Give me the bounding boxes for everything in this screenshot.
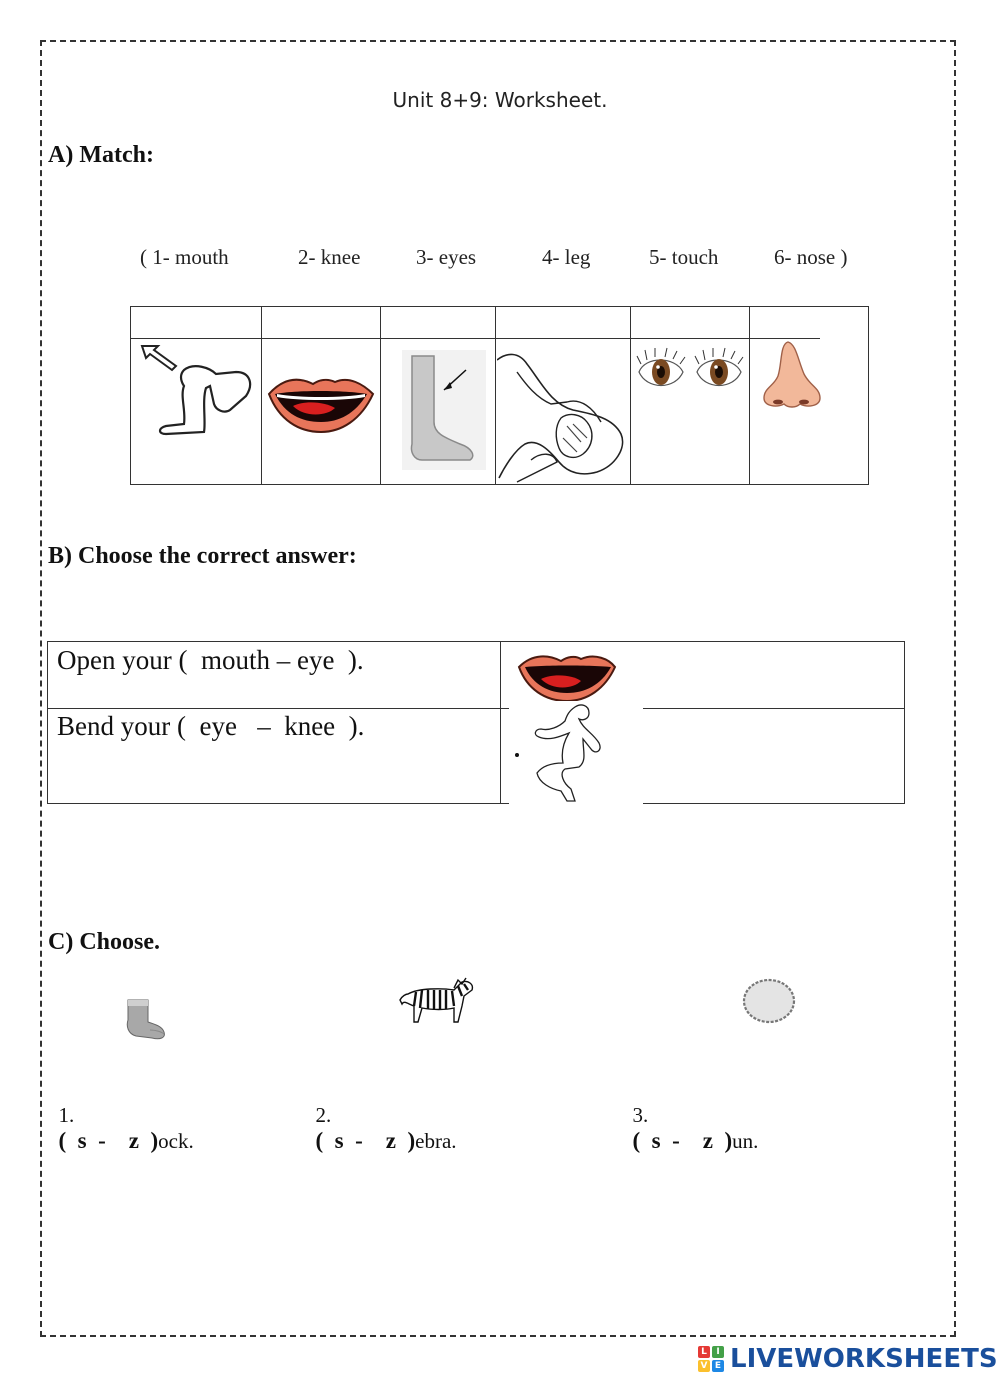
answer-box-3[interactable]: [380, 306, 496, 339]
c-item-open: (: [315, 1128, 324, 1153]
c-item-number: 2.: [315, 1103, 332, 1127]
leg-picture: [400, 348, 490, 472]
c-item-number: 3.: [632, 1103, 649, 1127]
logo-text: LIVEWORKSHEETS: [730, 1344, 998, 1374]
word-bank-item: 3- eyes: [416, 245, 477, 269]
c-item-ending: un.: [732, 1129, 759, 1153]
c-item-open: (: [58, 1128, 67, 1153]
mouth-picture-small: [515, 647, 619, 705]
section-a-heading: A) Match:: [48, 142, 154, 168]
choose-answer-table: [47, 641, 905, 804]
c-item-ending: ock.: [158, 1129, 194, 1153]
c-item-close: ): [724, 1128, 733, 1153]
c-item-2: [305, 1078, 457, 1154]
logo-grid-cell: L: [698, 1346, 710, 1358]
c-item-choice[interactable]: s - z: [66, 1128, 151, 1153]
page-title: Unit 8+9: Worksheet.: [392, 88, 608, 112]
word-bank-item: 2- knee: [298, 245, 361, 269]
sentence-bend-knee[interactable]: Bend your ( eye – knee ).: [57, 711, 365, 741]
c-item-close: ): [407, 1128, 416, 1153]
c-item-1: [48, 1078, 194, 1154]
answer-box-1[interactable]: [130, 306, 262, 339]
word-bank-item: 4- leg: [542, 245, 591, 269]
section-b-heading: B) Choose the correct answer:: [48, 543, 357, 569]
answer-box-6[interactable]: [749, 306, 869, 339]
logo-grid-cell: E: [712, 1360, 724, 1372]
c-item-choice[interactable]: s - z: [640, 1128, 725, 1153]
c-item-close: ): [150, 1128, 159, 1153]
liveworksheets-logo[interactable]: [698, 1345, 998, 1373]
eyes-picture: [635, 344, 747, 404]
c-item-number: 1.: [58, 1103, 75, 1127]
nose-picture: [758, 340, 828, 410]
mouth-picture: [265, 364, 377, 444]
c-item-open: (: [632, 1128, 641, 1153]
word-bank-item: 5- touch: [649, 245, 719, 269]
logo-grid-icon: [698, 1346, 724, 1372]
answer-box-2[interactable]: [261, 306, 381, 339]
knee-picture: [136, 340, 256, 440]
touch-picture: [497, 342, 629, 484]
c-item-choice[interactable]: s - z: [323, 1128, 408, 1153]
answer-box-5[interactable]: [630, 306, 750, 339]
logo-grid-cell: V: [698, 1360, 710, 1372]
bend-knee-picture: [509, 703, 643, 803]
word-bank-item: 6- nose ): [774, 245, 848, 269]
sentence-open-mouth[interactable]: Open your ( mouth – eye ).: [57, 645, 364, 675]
sock-picture: [122, 996, 170, 1042]
logo-grid-cell: I: [712, 1346, 724, 1358]
zebra-picture: [398, 976, 478, 1030]
word-bank-item: ( 1- mouth: [140, 245, 229, 269]
section-c-heading: C) Choose.: [48, 929, 160, 955]
answer-box-4[interactable]: [495, 306, 631, 339]
c-item-3: [622, 1078, 758, 1154]
sun-picture: [740, 976, 798, 1026]
c-item-ending: ebra.: [415, 1129, 457, 1153]
